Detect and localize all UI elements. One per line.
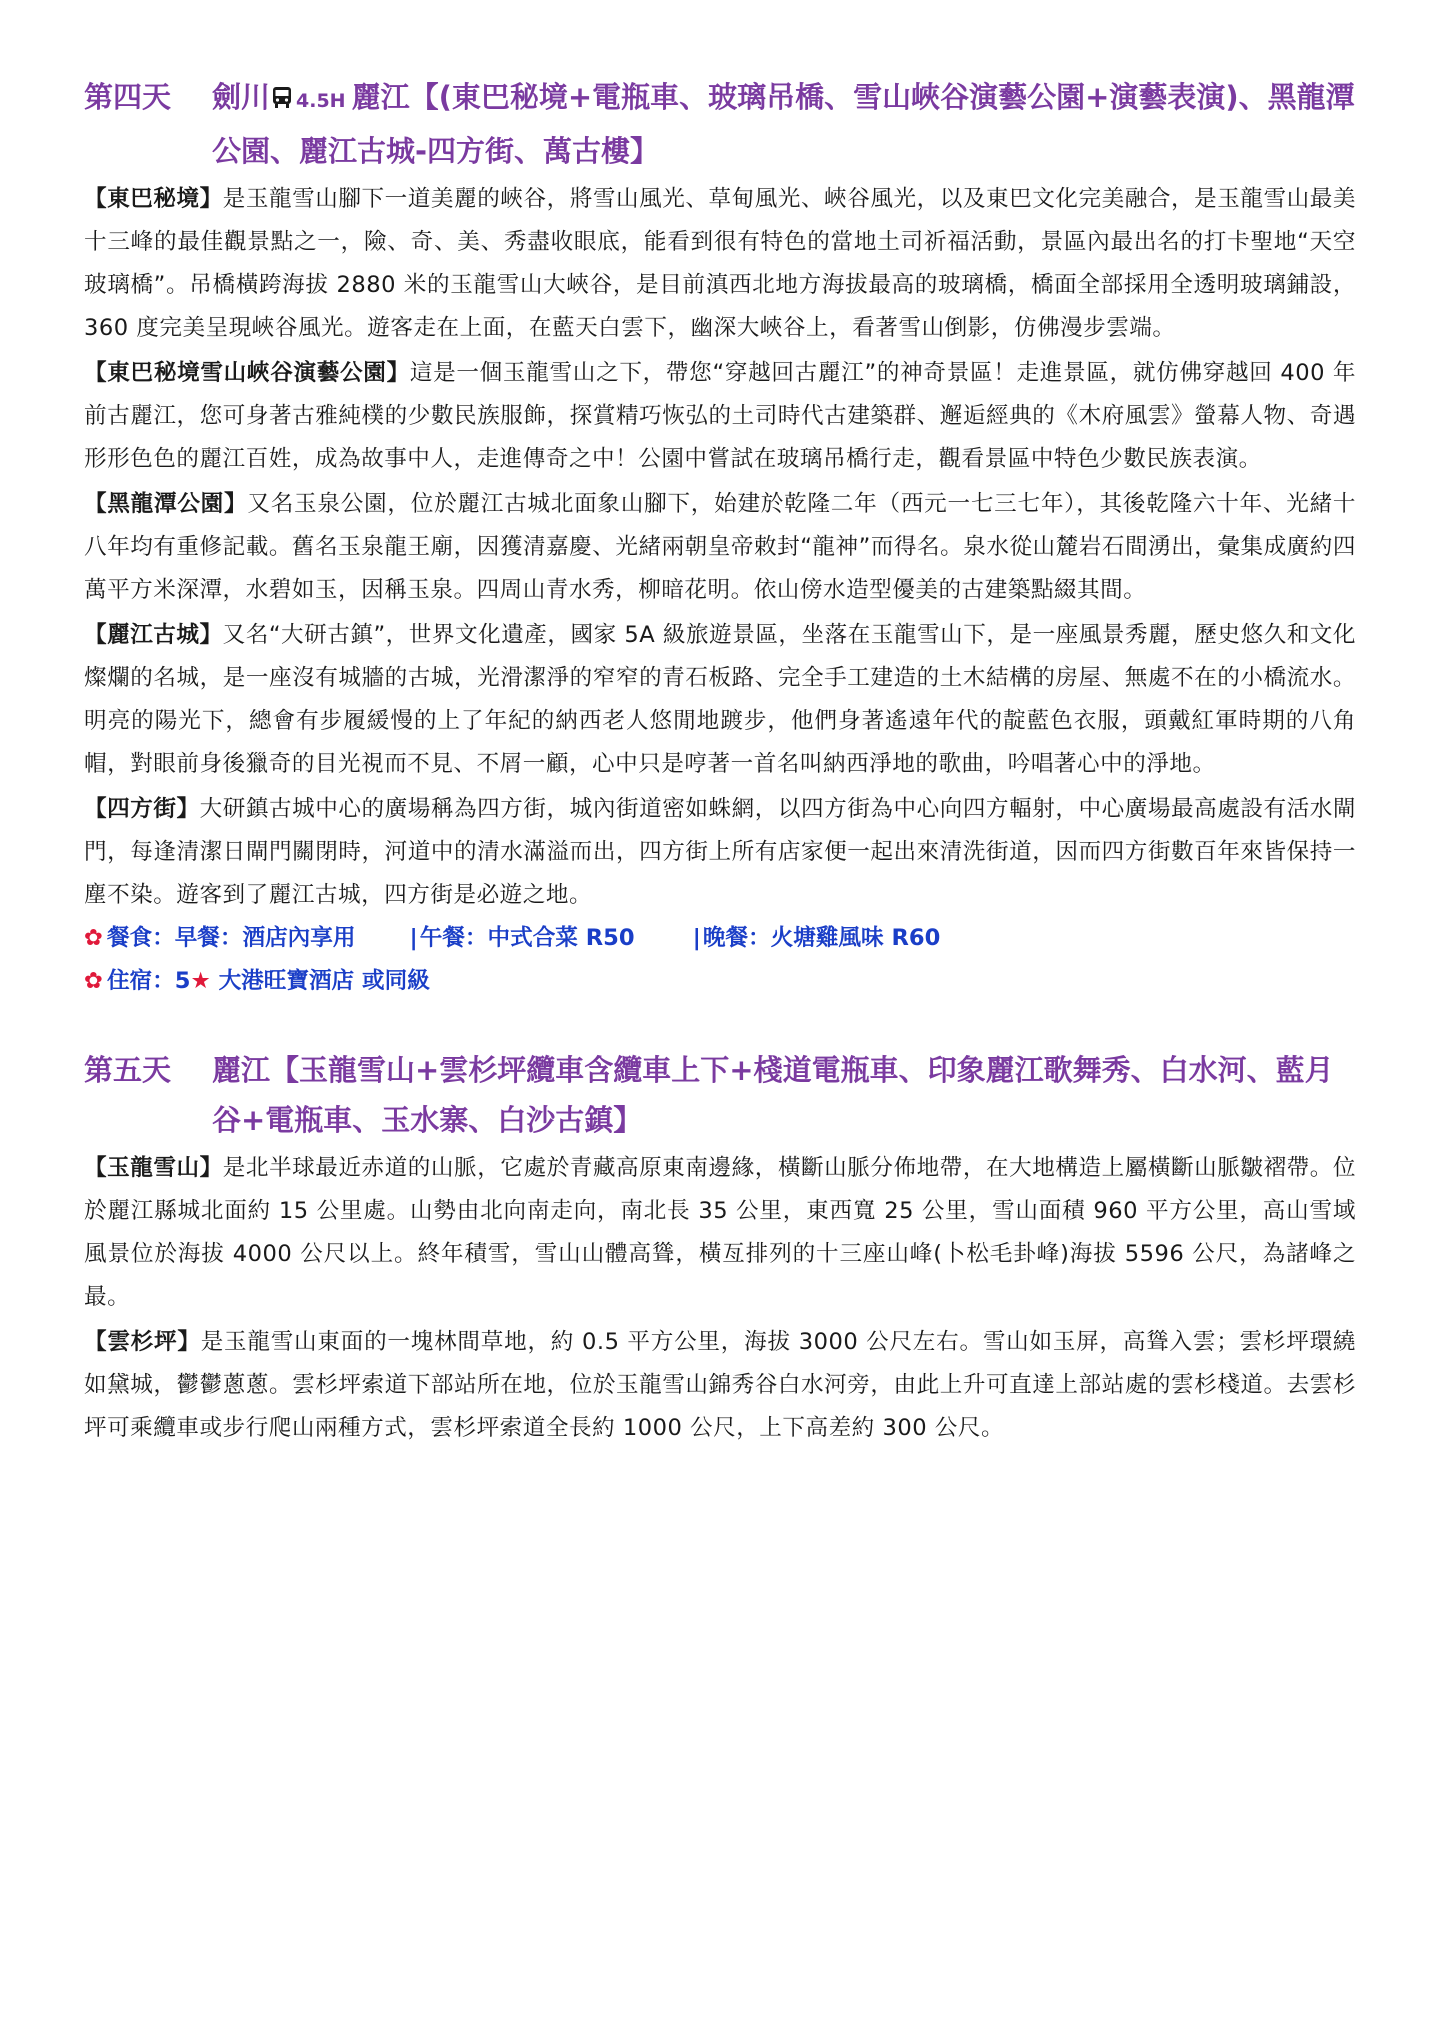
day-four-heading xyxy=(84,72,1356,176)
day-label: 第四天 xyxy=(84,80,172,114)
section-text: 是北半球最近赤道的山脈，它處於青藏高原東南邊緣，橫斷山脈分佈地帶，在大地構造上屬橫斷山脈皺褶帶。位於麗江縣城北面約 15 公里處。山勢由北向南走向，南北長 35 公里，東西寬 25 公里，雪山面積 960 平方公里，高山雪域風景位於海拔 4000 公尺以上。終年積雪，雪山山體高聳，橫亙排列的十三座山峰(卜松毛卦峰)海拔 5596 公尺，為諸峰之最。 xyxy=(84,1155,1357,1310)
day-title: 麗江【玉龍雪山+雲杉坪纜車含纜車上下+棧道電瓶車、印象麗江歌舞秀、白水河、藍月谷+電瓶車、玉水寨、白沙古鎮】 xyxy=(212,1053,1334,1137)
section-tag: 【麗江古城】 xyxy=(84,622,223,648)
section-tag: 【東巴秘境雪山峽谷演藝公園】 xyxy=(84,360,410,386)
section-dongba-secret xyxy=(84,178,1356,350)
separator: | xyxy=(692,925,701,951)
section-tag: 【東巴秘境】 xyxy=(84,186,223,212)
lunch-info xyxy=(409,917,634,960)
day-title-rest: 麗江【(東巴秘境+電瓶車、玻璃吊橋、雪山峽谷演藝公園+演藝表演)、黑龍潭公園、麗江古城-四方街、萬古樓】 xyxy=(212,80,1355,168)
section-tag: 【雲杉坪】 xyxy=(84,1329,201,1355)
section-black-dragon-pool xyxy=(84,483,1356,612)
section-text: 這是一個玉龍雪山之下，帶您“穿越回古麗江”的神奇景區！走進景區，就仿佛穿越回 400 年前古麗江，您可身著古雅純樸的少數民族服飾，探賞精巧恢弘的土司時代古建築群、邂逅經典的《木府風雲》螢幕人物、奇遇形形色色的麗江百姓，成為故事中人，走進傳奇之中！公園中嘗試在玻璃吊橋行走，觀看景區中特色少數民族表演。 xyxy=(84,360,1356,472)
breakfast-info: 餐食：早餐：酒店內享用 xyxy=(106,925,356,951)
section-text: 又名“大研古鎮”，世界文化遺產，國家 5A 級旅遊景區，坐落在玉龍雪山下，是一座風景秀麗，歷史悠久和文化燦爛的名城，是一座沒有城牆的古城，光滑潔淨的窄窄的青石板路、完全手工建造的土木結構的房屋、無處不在的小橋流水。明亮的陽光下，總會有步履緩慢的上了年紀的納西老人悠閒地踱步，他們身著遙遠年代的靛藍色衣服，頭戴紅軍時期的八角帽，對眼前身後獵奇的目光視而不見、不屑一顧，心中只是哼著一首名叫納西淨地的歌曲，吟唱著心中的淨地。 xyxy=(84,622,1357,777)
star-icon: ★ xyxy=(190,968,211,994)
hotel-line xyxy=(84,960,1356,1003)
origin-city: 劍川 xyxy=(212,80,271,114)
travel-duration: 4.5H xyxy=(296,90,346,112)
day-label: 第五天 xyxy=(84,1053,172,1087)
separator: | xyxy=(409,925,418,951)
dinner-text: 晚餐：火塘雞風味 R60 xyxy=(702,925,941,951)
section-sifang-street xyxy=(84,788,1356,917)
lunch-text: 午餐：中式合菜 R50 xyxy=(419,925,635,951)
section-jade-dragon-snow-mountain xyxy=(84,1147,1356,1319)
section-lijiang-old-town xyxy=(84,614,1356,786)
section-tag: 【玉龍雪山】 xyxy=(84,1155,223,1181)
flower-icon: ✿ xyxy=(84,968,103,994)
flower-icon: ✿ xyxy=(84,925,103,951)
section-text: 大研鎮古城中心的廣場稱為四方街，城內街道密如蛛網，以四方街為中心向四方輻射，中心廣場最高處設有活水閘門，每逢清潔日閘門關閉時，河道中的清水滿溢而出，四方街上所有店家便一起出來清洗街道，因而四方街數百年來皆保持一塵不染。遊客到了麗江古城，四方街是必遊之地。 xyxy=(84,796,1357,908)
day-title xyxy=(212,72,1356,176)
section-text: 是玉龍雪山東面的一塊林間草地，約 0.5 平方公里，海拔 3000 公尺左右。雪山如玉屏，高聳入雲；雲杉坪環繞如黛城，鬱鬱蔥蔥。雲杉坪索道下部站所在地，位於玉龍雪山錦秀谷白水河旁，由此上升可直達上部站處的雲杉棧道。去雲杉坪可乘纜車或步行爬山兩種方式，雲杉坪索道全長約 1000 公尺，上下高差約 300 公尺。 xyxy=(84,1329,1356,1441)
dinner-info xyxy=(693,917,941,960)
day-five-section xyxy=(84,1045,1356,1450)
section-tag: 【黑龍潭公園】 xyxy=(84,491,248,517)
day-five-heading xyxy=(84,1045,1356,1145)
hotel-name: 大港旺寶酒店 或同級 xyxy=(218,968,430,994)
day-four-section xyxy=(84,72,1356,1003)
section-text: 是玉龍雪山腳下一道美麗的峽谷，將雪山風光、草甸風光、峽谷風光，以及東巴文化完美融合，是玉龍雪山最美十三峰的最佳觀景點之一，險、奇、美、秀盡收眼底，能看到很有特色的當地土司祈福活動，景區內最出名的打卡聖地“天空玻璃橋”。吊橋橫跨海拔 2880 米的玉龍雪山大峽谷，是目前滇西北地方海拔最高的玻璃橋，橋面全部採用全透明玻璃鋪設，360 度完美呈現峽谷風光。遊客走在上面，在藍天白雲下，幽深大峽谷上，看著雪山倒影，仿佛漫步雲端。 xyxy=(84,186,1357,341)
section-text: 又名玉泉公園，位於麗江古城北面象山腳下，始建於乾隆二年（西元一七三七年），其後乾隆六十年、光緒十八年均有重修記載。舊名玉泉龍王廟，因獲清嘉慶、光緒兩朝皇帝敕封“龍神”而得名。泉水從山麓岩石間湧出，彙集成廣約四萬平方米深潭，水碧如玉，因稱玉泉。四周山青水秀，柳暗花明。依山傍水造型優美的古建築點綴其間。 xyxy=(84,491,1357,603)
hotel-prefix: 住宿：5 xyxy=(106,968,191,994)
meals-line xyxy=(84,917,1356,960)
section-tag: 【四方街】 xyxy=(84,796,200,822)
section-spruce-meadow xyxy=(84,1321,1356,1450)
bus-icon xyxy=(272,74,292,124)
section-canyon-park xyxy=(84,352,1356,481)
